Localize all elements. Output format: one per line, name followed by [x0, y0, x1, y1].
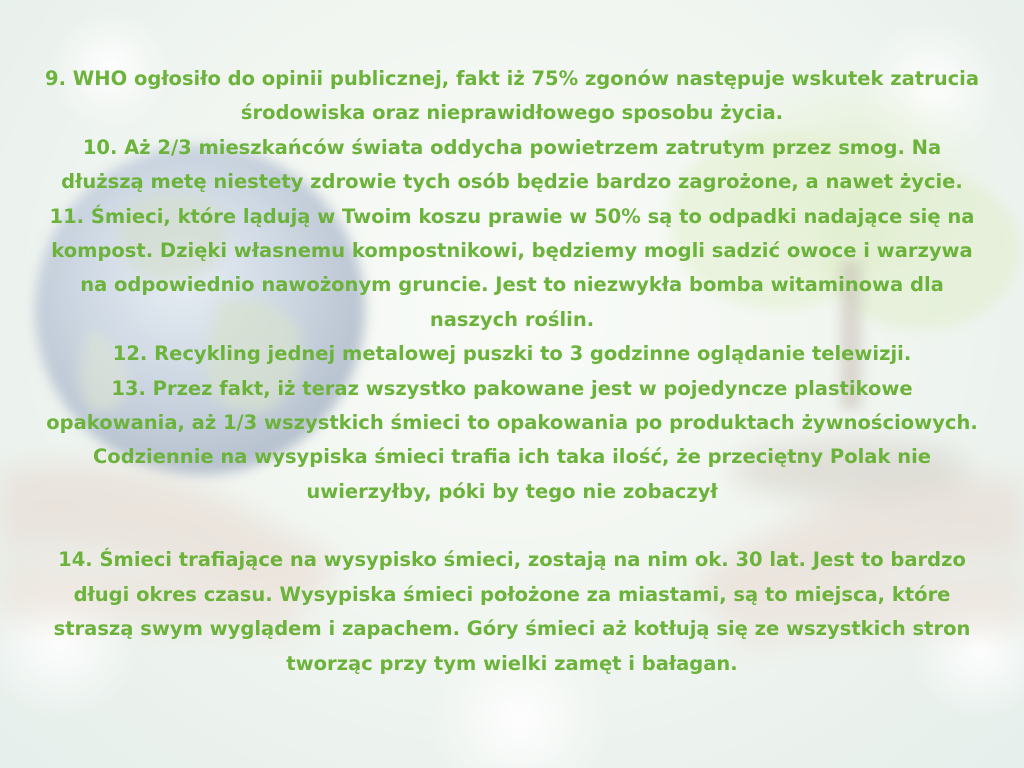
- fact-paragraph-10: 10. Aż 2/3 mieszkańców świata oddycha powietrzem zatrutym przez smog. Na dłuższą metę niestety zdrowie tych osób będzie bardzo zagrożone, a nawet życie.: [61, 135, 963, 194]
- fact-paragraph-13: 13. Przez fakt, iż teraz wszystko pakowane jest w pojedyncze plastikowe opakowania, aż 1/3 wszystkich śmieci to opakowania po produktach żywnościowych. Codziennie na wysypiska śmieci trafia ich taka ilość, że przeciętny Polak nie uwierzyłby, póki by tego nie zobaczył: [46, 376, 978, 503]
- fact-paragraph-12: 12. Recykling jednej metalowej puszki to 3 godzinne oglądanie telewizji.: [112, 342, 912, 366]
- fact-paragraph-11: 11. Śmieci, które lądują w Twoim koszu prawie w 50% są to odpadki nadające się na kompost. Dzięki własnemu kompostnikowi, będziemy mogli sadzić owoce i warzywa na odpowiednio nawożonym gruncie. Jest to niezwykła bomba witaminowa dla naszych roślin.: [49, 204, 975, 331]
- fact-paragraph-9: 9. WHO ogłosiło do opinii publicznej, fakt iż 75% zgonów następuje wskutek zatrucia środowiska oraz nieprawidłowego sposobu życia.: [45, 67, 979, 125]
- paragraph-spacer: [40, 509, 984, 543]
- facts-text-block: [40, 62, 984, 681]
- fact-paragraph-14: 14. Śmieci trafiające na wysypisko śmieci, zostają na nim ok. 30 lat. Jest to bardzo długi okres czasu. Wysypiska śmieci położone za miastami, są to miejsca, które straszą swym wyglądem i zapachem. Góry śmieci aż kotłują się ze wszystkich stron tworząc przy tym wielki zamęt i bałagan.: [53, 548, 971, 675]
